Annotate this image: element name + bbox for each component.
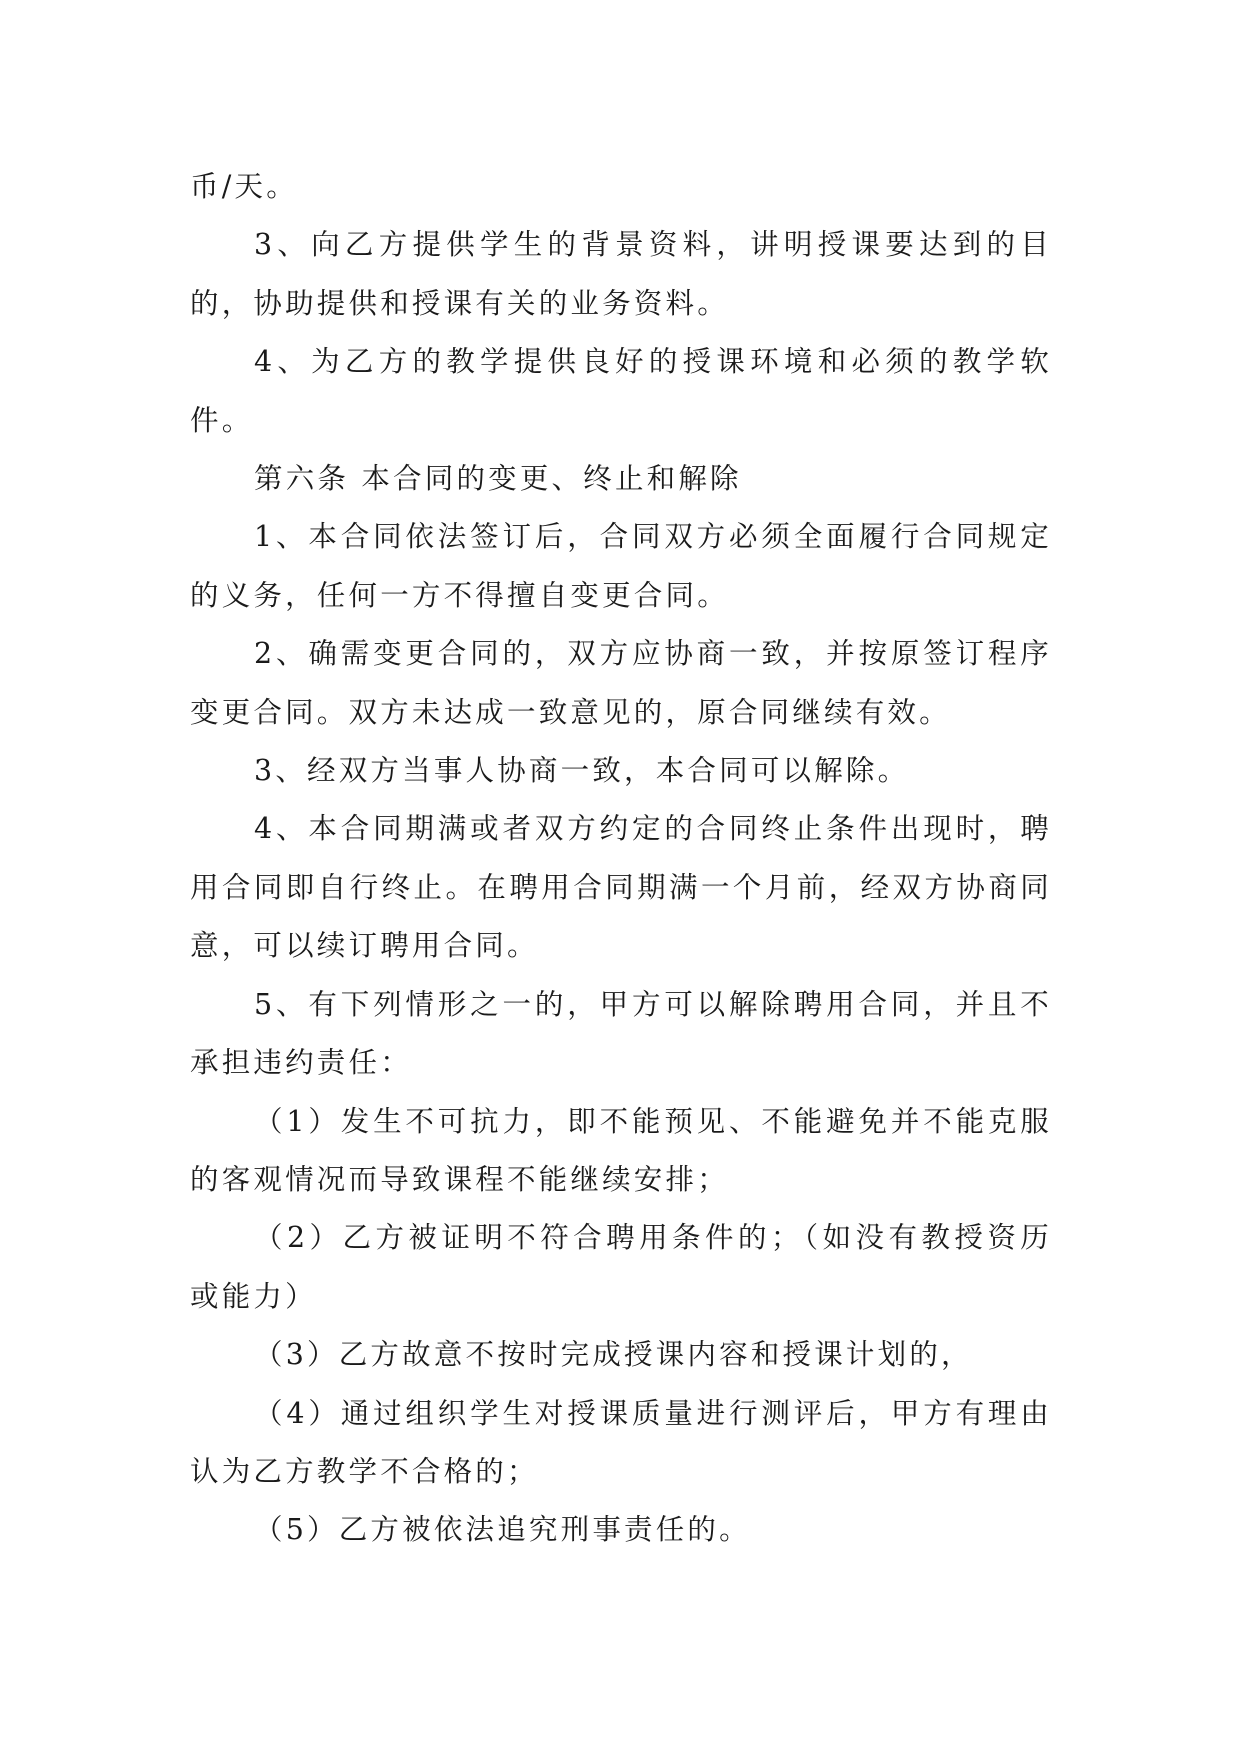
- paragraph-continuation: 币/天。: [190, 170, 298, 203]
- article-6-clause-5-item-4: （4）通过组织学生对授课质量进行测评后，甲方有理由认为乙方教学不合格的；: [190, 1396, 1052, 1488]
- article-6-clause-3: 3、经双方当事人协商一致，本合同可以解除。: [254, 754, 910, 788]
- paragraph-item-4: 4、为乙方的教学提供良好的授课环境和必须的教学软件。: [190, 345, 1052, 437]
- article-6-clause-5-item-3: （3）乙方故意不按时完成授课内容和授课计划的，: [254, 1338, 973, 1372]
- article-6-clause-5: 5、有下列情形之一的，甲方可以解除聘用合同，并且不承担违约责任：: [190, 987, 1052, 1080]
- article-6-clause-5-item-5: （5）乙方被依法追究刑事责任的。: [254, 1513, 751, 1547]
- document-body: [190, 158, 1052, 1560]
- article-6-heading: 第六条 本合同的变更、终止和解除: [254, 462, 742, 496]
- article-6-clause-1: 1、本合同依法签订后，合同双方必须全面履行合同规定的义务，任何一方不得擅自变更合同。: [190, 520, 1052, 612]
- article-6-clause-5-item-2: （2）乙方被证明不符合聘用条件的；（如没有教授资历或能力）: [190, 1221, 1052, 1313]
- article-6-clause-4: 4、本合同期满或者双方约定的合同终止条件出现时，聘用合同即自行终止。在聘用合同期满一个月前，经双方协商同意，可以续订聘用合同。: [190, 812, 1052, 963]
- paragraph-item-3: 3、向乙方提供学生的背景资料，讲明授课要达到的目的，协助提供和授课有关的业务资料。: [190, 228, 1052, 320]
- article-6-clause-2: 2、确需变更合同的，双方应协商一致，并按原签订程序变更合同。双方未达成一致意见的，原合同继续有效。: [190, 637, 1052, 729]
- article-6-clause-5-item-1: （1）发生不可抗力，即不能预见、不能避免并不能克服的客观情况而导致课程不能继续安排；: [190, 1104, 1052, 1196]
